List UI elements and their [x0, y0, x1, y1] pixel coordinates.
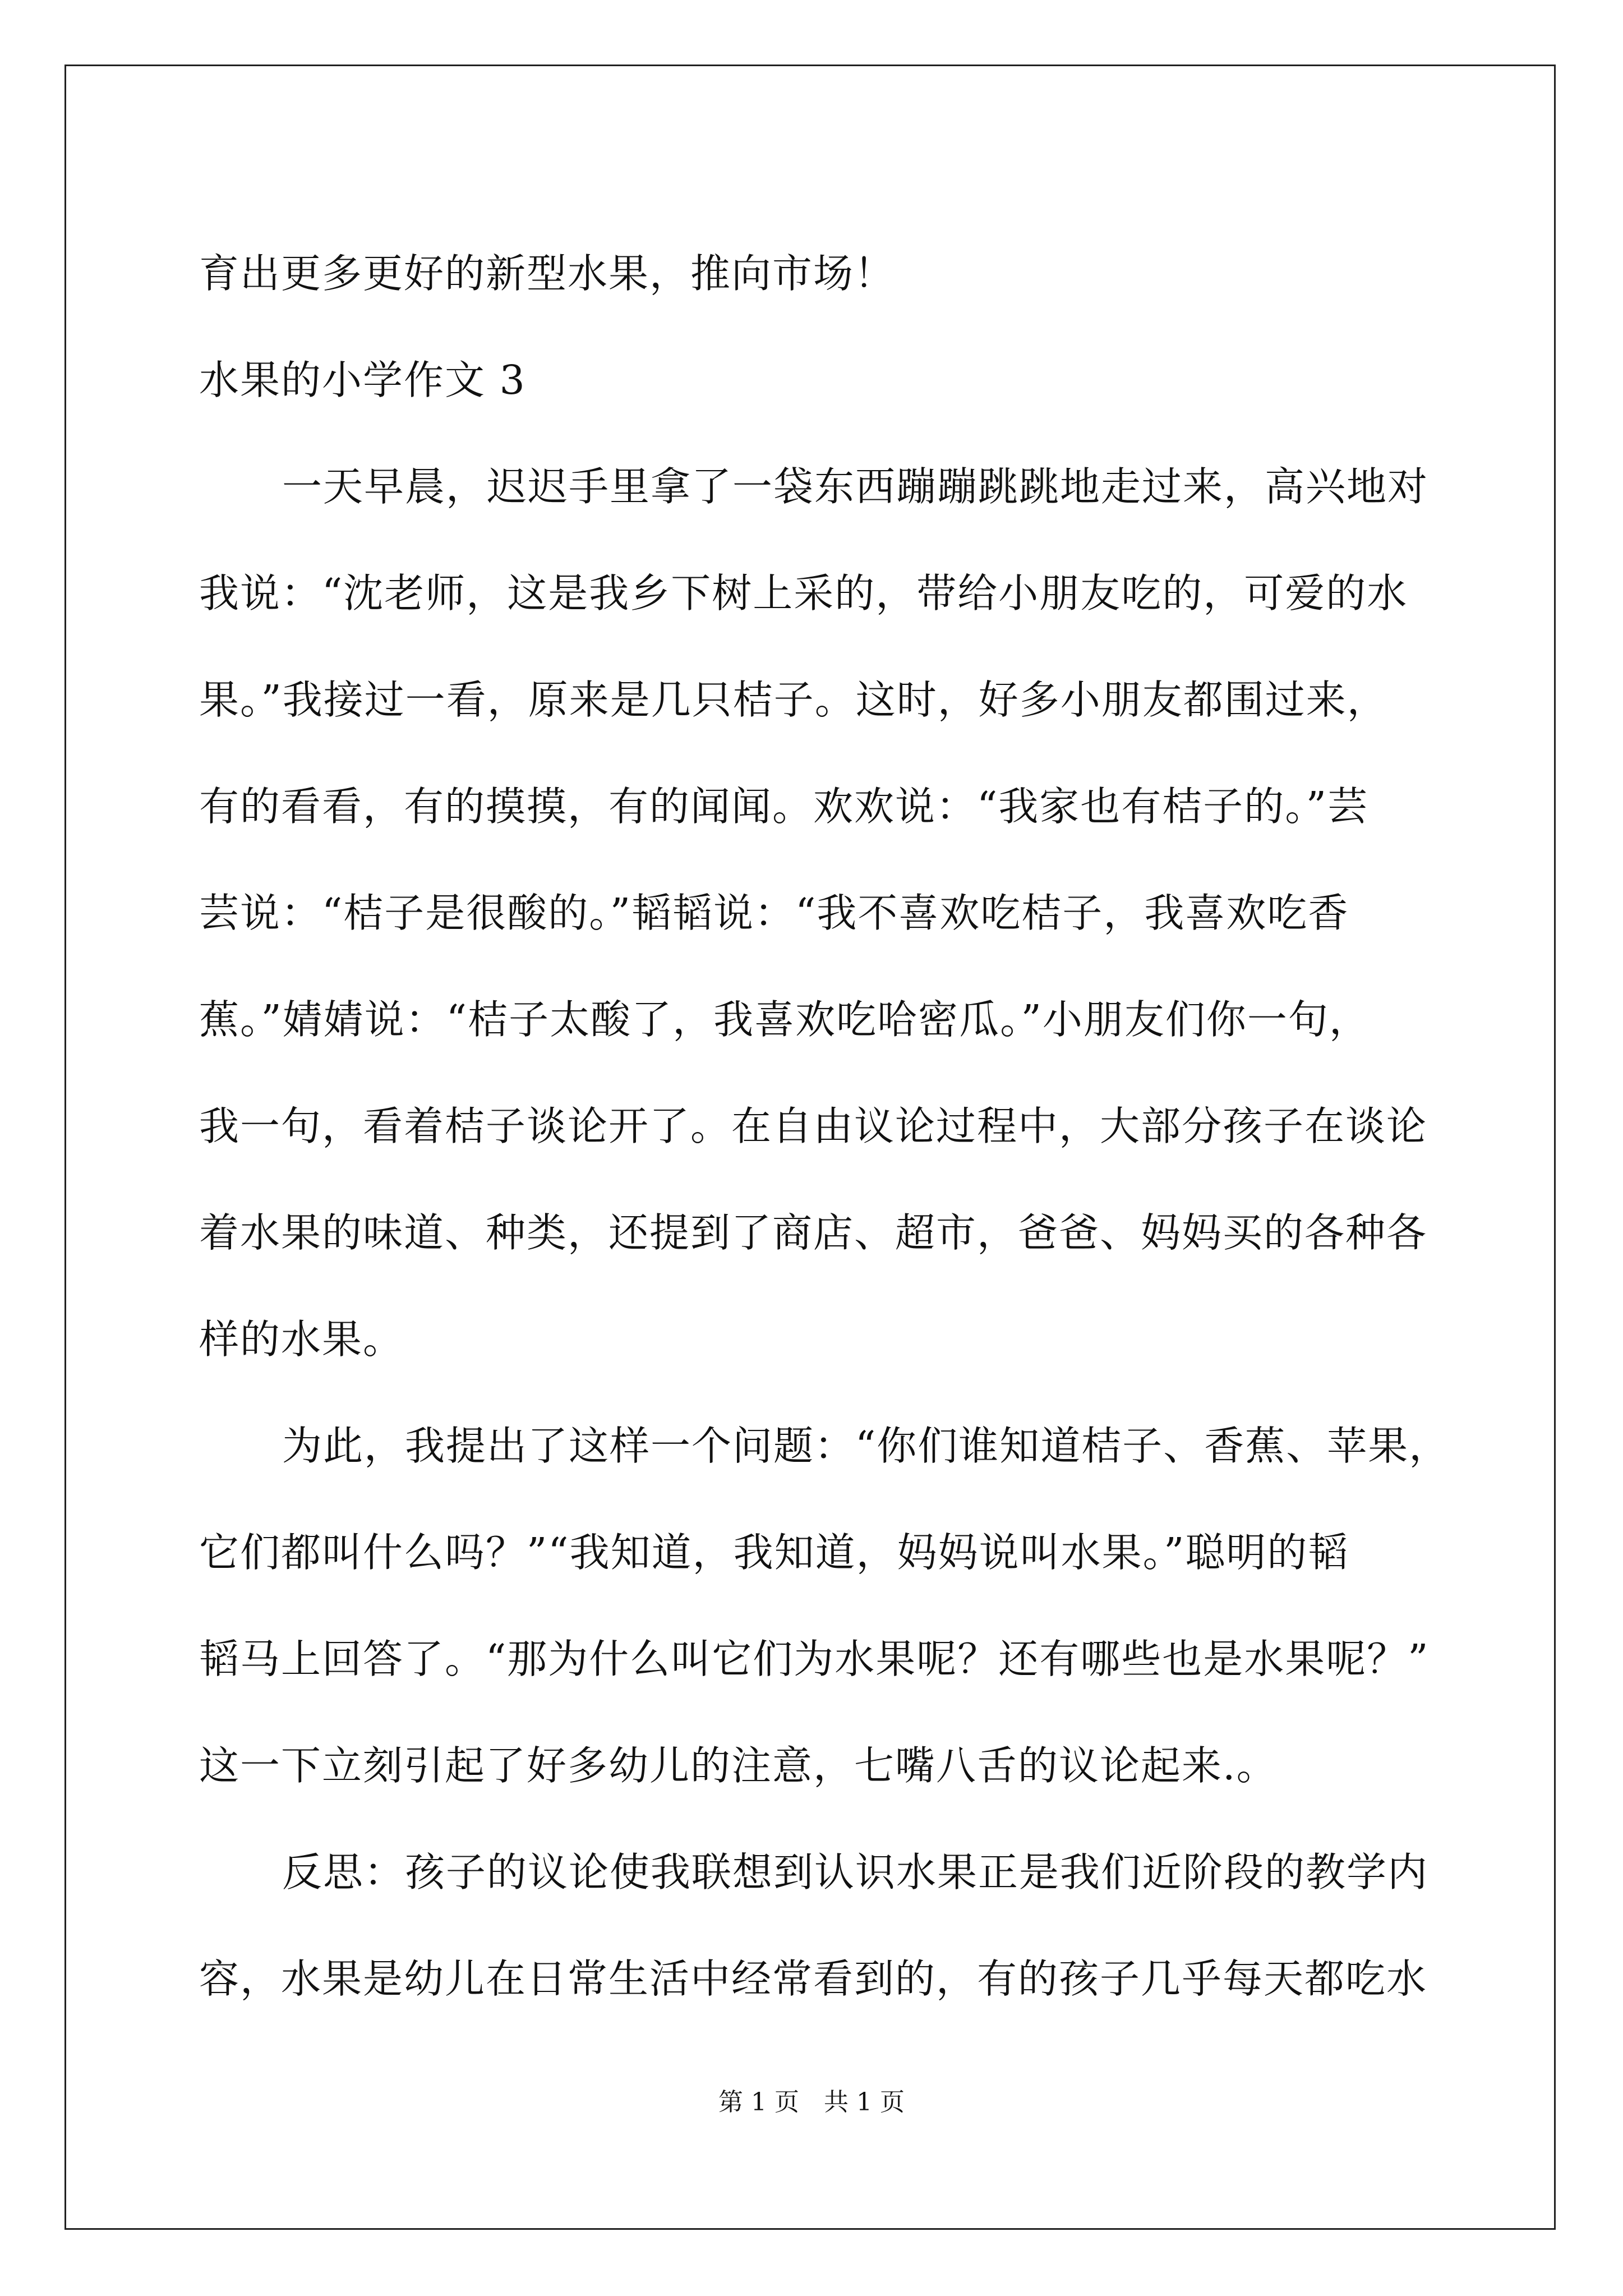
paragraph-first-line: 反思：孩子的议论使我联想到认识水果正是我们近阶段的教学内	[282, 1849, 1429, 1895]
text-line: 这一下立刻引起了好多幼儿的注意，七嘴八舌的议论起来.。	[199, 1742, 1278, 1789]
text-line: 容，水果是幼儿在日常生活中经常看到的，有的孩子几乎每天都吃水	[199, 1955, 1428, 2002]
text-line: 蕉。”婧婧说：“桔子太酸了，我喜欢吃哈密瓜。”小朋友们你一句，	[199, 996, 1370, 1043]
text-line: 果。”我接过一看，原来是几只桔子。这时，好多小朋友都围过来，	[199, 677, 1388, 723]
text-line: 韬马上回答了。“那为什么叫它们为水果呢？还有哪些也是水果呢？”	[199, 1636, 1430, 1682]
page-number: 第 1 页 共 1 页	[718, 2088, 905, 2116]
text-line: 我说：“沈老师，这是我乡下树上采的，带给小朋友吃的，可爱的水	[199, 570, 1408, 616]
text-line: 育出更多更好的新型水果，推向市场！	[199, 250, 896, 297]
text-line: 着水果的味道、种类，还提到了商店、超市，爸爸、妈妈买的各种各	[199, 1209, 1428, 1256]
page-footer	[0, 2086, 1623, 2119]
text-line: 芸说：“桔子是很酸的。”韬韬说：“我不喜欢吃桔子，我喜欢吃香	[199, 890, 1349, 936]
text-line: 有的看看，有的摸摸，有的闻闻。欢欢说：“我家也有桔子的。”芸	[199, 783, 1369, 830]
text-line: 它们都叫什么吗？”“我知道，我知道，妈妈说叫水果。”聪明的韬	[199, 1529, 1349, 1576]
paragraph-first-line: 为此，我提出了这样一个问题：“你们谁知道桔子、香蕉、苹果，	[282, 1423, 1450, 1469]
section-heading: 水果的小学作文 3	[199, 357, 526, 403]
text-line: 我一句，看着桔子谈论开了。在自由议论过程中，大部分孩子在谈论	[199, 1103, 1428, 1149]
document-body	[199, 220, 1450, 2032]
paragraph-first-line: 一天早晨，迟迟手里拿了一袋东西蹦蹦跳跳地走过来，高兴地对	[282, 463, 1429, 510]
text-line: 样的水果。	[199, 1316, 404, 1363]
